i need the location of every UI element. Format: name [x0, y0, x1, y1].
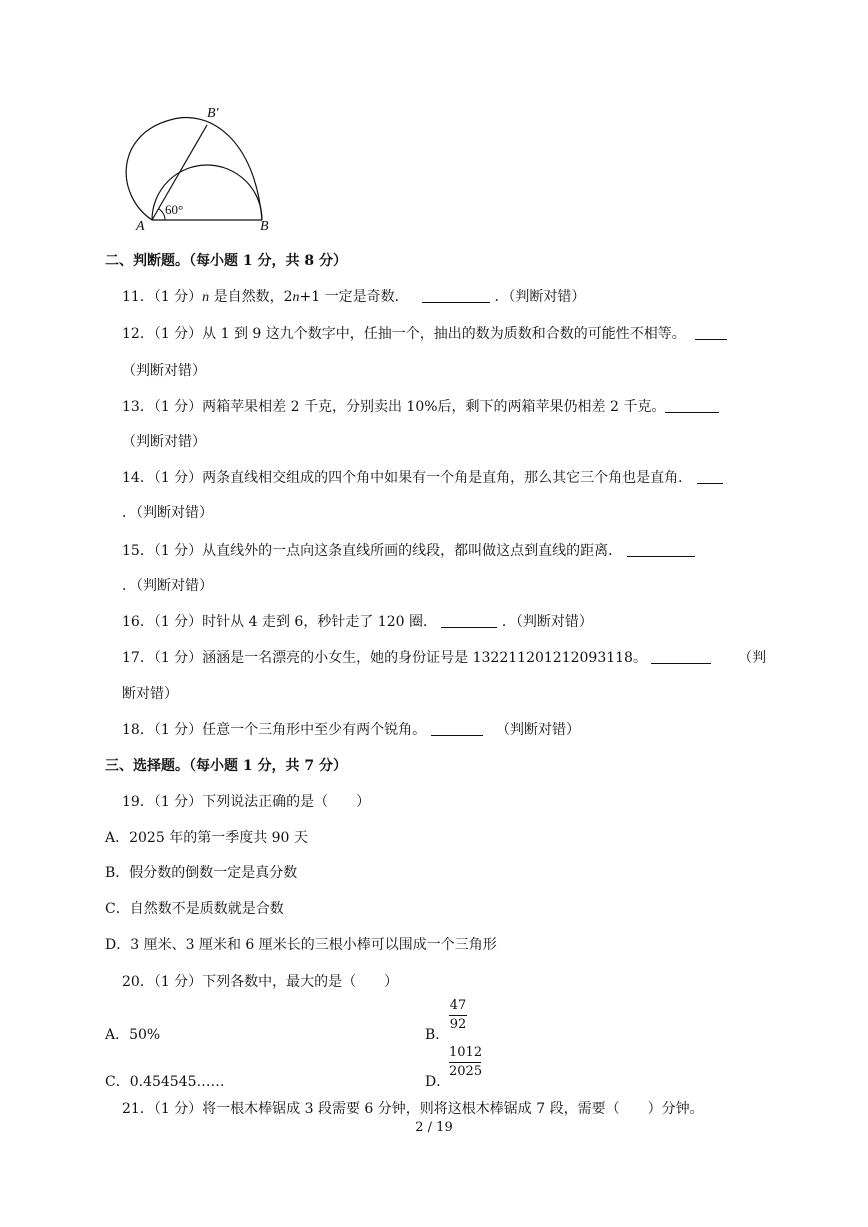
answer-blank[interactable] — [697, 469, 723, 484]
question-16: 16．（1 分）时针从 4 走到 6，秒针走了 120 圈． ．（判断对错） — [122, 614, 593, 630]
answer-blank[interactable] — [431, 721, 483, 736]
section-3-title: 三、选择题。（每小题 1 分，共 7 分） — [105, 758, 347, 774]
option-20-b[interactable]: B． — [425, 1027, 450, 1043]
option-19-c[interactable]: C．自然数不是质数就是合数 — [105, 901, 284, 917]
question-11: 11．（1 分）n 是自然数，2n+1 一定是奇数． ．（判断对错） — [122, 289, 586, 305]
label-b-prime: B′ — [207, 106, 219, 121]
question-14: 14．（1 分）两条直线相交组成的四个角中如果有一个角是直角，那么其它三个角也是直角． — [122, 467, 723, 487]
answer-blank[interactable] — [441, 613, 497, 628]
question-13-cont: （判断对错） — [122, 434, 206, 450]
label-b: B — [260, 219, 269, 234]
label-a: A — [136, 219, 145, 234]
question-14-cont: ．（判断对错） — [122, 505, 213, 521]
option-20-c[interactable]: C．0.454545…… — [105, 1074, 225, 1090]
question-21: 21．（1 分）将一根木棒锯成 3 段需要 6 分钟，则将这根木棒锯成 7 段，需要（ ）分钟。 — [122, 1101, 704, 1117]
option-20-a[interactable]: A．50% — [105, 1027, 161, 1043]
option-19-d[interactable]: D．3 厘米、3 厘米和 6 厘米长的三根小棒可以围成一个三角形 — [105, 937, 497, 953]
question-17: 17．（1 分）涵涵是一名漂亮的小女生，她的身份证号是 132211201212093118。 （判 — [122, 650, 767, 666]
option-20-d[interactable]: D． — [425, 1074, 451, 1090]
fraction-47-92: 47 92 — [449, 998, 467, 1032]
fraction-1012-2025: 1012 2025 — [449, 1045, 483, 1079]
answer-blank[interactable] — [422, 288, 490, 303]
answer-blank[interactable] — [665, 398, 719, 413]
question-19: 19．（1 分）下列说法正确的是（ ） — [122, 794, 371, 810]
question-18: 18．（1 分）任意一个三角形中至少有两个锐角。 （判断对错） — [122, 722, 580, 738]
arc-large — [126, 118, 262, 220]
option-19-a[interactable]: A．2025 年的第一季度共 90 天 — [105, 830, 308, 846]
answer-blank[interactable] — [627, 542, 695, 557]
question-15-cont: ．（判断对错） — [122, 578, 213, 594]
question-17-cont: 断对错） — [122, 686, 178, 702]
question-15: 15．（1 分）从直线外的一点向这条直线所画的线段，都叫做这点到直线的距离． — [122, 540, 695, 560]
page-number: 2 / 19 — [415, 1120, 453, 1135]
section-2-title: 二、判断题。（每小题 1 分，共 8 分） — [105, 253, 347, 269]
question-12: 12．（1 分）从 1 到 9 这九个数字中，任抽一个，抽出的数为质数和合数的可能性不相等。 — [122, 323, 727, 343]
answer-blank[interactable] — [651, 649, 711, 664]
question-20: 20．（1 分）下列各数中，最大的是（ ） — [122, 974, 399, 990]
question-12-cont: （判断对错） — [122, 363, 206, 379]
answer-blank[interactable] — [695, 325, 727, 340]
label-angle: 60° — [165, 202, 184, 217]
geometry-figure — [115, 100, 275, 240]
option-19-b[interactable]: B．假分数的倒数一定是真分数 — [105, 865, 298, 881]
question-13: 13．（1 分）两箱苹果相差 2 千克，分别卖出 10%后，剩下的两箱苹果仍相差 2 千克。 — [122, 396, 719, 416]
